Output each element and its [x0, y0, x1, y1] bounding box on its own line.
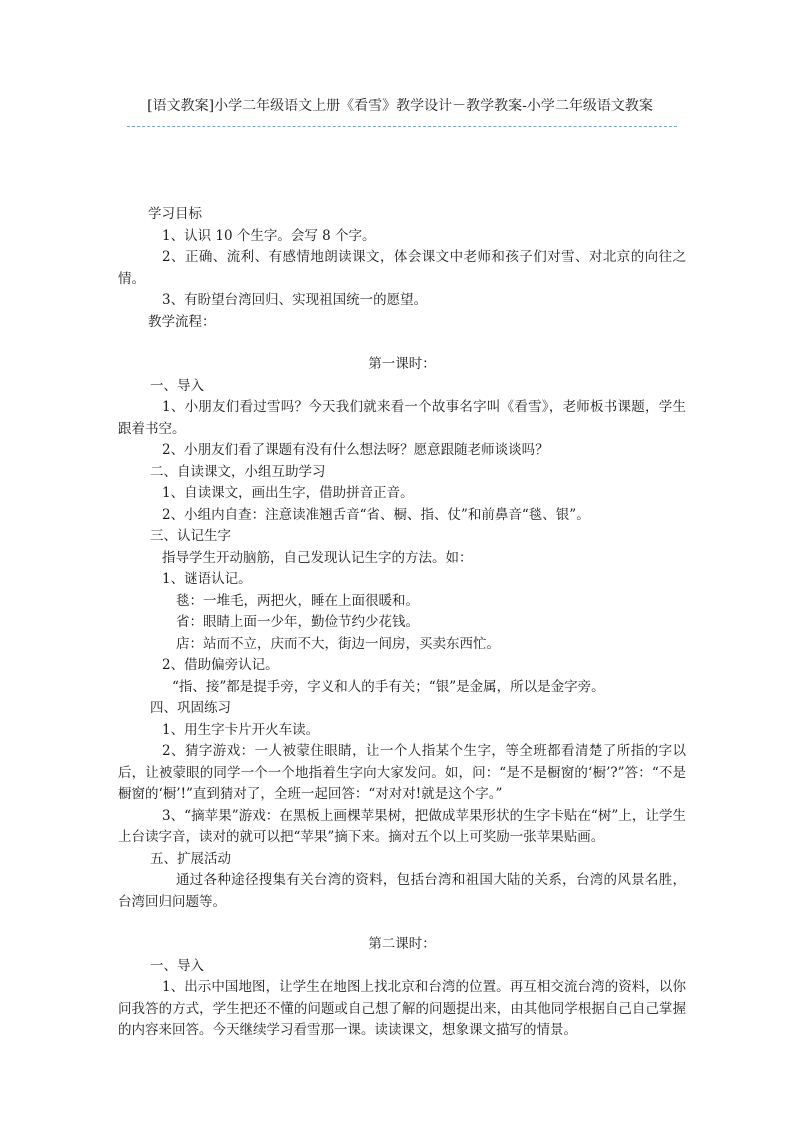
paragraph: 1、出示中国地图，让学生在地图上找北京和台湾的位置。再互相交流台湾的资料，以你问我答的方式，学生把还不懂的问题或自己想了解的问题提出来，由其他同学根据自己自己掌握的内容来回答。今天继续学习看雪那一课。读读课文，想象课文描写的情景。 — [118, 979, 686, 1038]
lesson2-heading: 第二课时： — [368, 936, 436, 952]
riddle-line: 省：眼睛上面一少年，勤俭节约少花钱。 — [176, 614, 419, 630]
paragraph: “指、接”都是提手旁，字义和人的手有关；“银”是金属，所以是金字旁。 — [172, 678, 605, 695]
paragraph: 3、“摘苹果”游戏：在黑板上画棵苹果树，把做成苹果形状的生字卡贴在“树”上，让学生上台读字音，读对的就可以把“苹果”摘下来。摘对五个以上可奖励一张苹果贴画。 — [118, 807, 686, 845]
paragraph: 2、猜字游戏：一人被蒙住眼睛，让一个人指某个生字，等全班都看清楚了所指的字以后，让被蒙眼的同学一个一个地指着生字向大家发问。如，问：“是不是橱窗的‘橱’?”答：“不是橱窗的‘橱’!”直到猜对了，全班一起回答：“对对对!就是这个字。” — [118, 743, 686, 802]
paragraph: 1、用生字卡片开火车读。 — [162, 721, 320, 738]
paragraph: 1、自读课文，画出生字，借助拼音正音。 — [162, 485, 414, 501]
document-body — [118, 204, 686, 1042]
objective-item: 3、有盼望台湾回归、实现祖国统一的愿望。 — [162, 292, 428, 308]
flow-heading: 教学流程： — [148, 313, 216, 330]
section-title: 一、导入 — [150, 957, 204, 974]
paragraph: 通过各种途径搜集有关台湾的资料，包括台湾和祖国大陆的关系，台湾的风景名胜，台湾回归问题等。 — [118, 872, 686, 910]
objective-item: 1、认识 10 个生字。会写 8 个字。 — [162, 227, 376, 244]
lesson1-heading: 第一课时： — [368, 356, 436, 372]
paragraph: 2、小组内自查：注意读准翘舌音“省、橱、指、仗”和前鼻音“毯、银”。 — [162, 506, 590, 523]
section-title: 一、导入 — [150, 377, 204, 394]
title-dashed-rule — [127, 126, 677, 127]
paragraph: 1、小朋友们看过雪吗？今天我们就来看一个故事名字叫《看雪》，老师板书课题，学生跟着书空。 — [118, 399, 686, 437]
paragraph: 2、借助偏旁认记。 — [162, 657, 279, 673]
section-title: 五、扩展活动 — [150, 850, 231, 867]
section-title: 四、巩固练习 — [150, 700, 231, 716]
section-title: 三、认记生字 — [150, 528, 231, 544]
document-title: [语文教案]小学二年级语文上册《看雪》教学设计－教学教案-小学二年级语文教案 — [147, 98, 653, 114]
riddle-line: 店：站而不立，庆而不大，街边一间房，买卖东西忙。 — [176, 635, 500, 652]
section-title: 二、自读课文，小组互助学习 — [150, 463, 326, 480]
paragraph: 1、谜语认记。 — [162, 571, 252, 587]
objective-item: 2、正确、流利、有感情地朗读课文，体会课文中老师和孩子们对雪、对北京的向往之情。 — [118, 249, 686, 287]
paragraph: 指导学生开动脑筋，自己发现认记生字的方法。如： — [162, 549, 473, 566]
objectives-heading: 学习目标 — [148, 206, 202, 222]
riddle-line: 毯：一堆毛，两把火，睡在上面很暖和。 — [176, 592, 419, 609]
paragraph: 2、小朋友们看了课题有没有什么想法呀？愿意跟随老师谈谈吗？ — [162, 442, 549, 458]
